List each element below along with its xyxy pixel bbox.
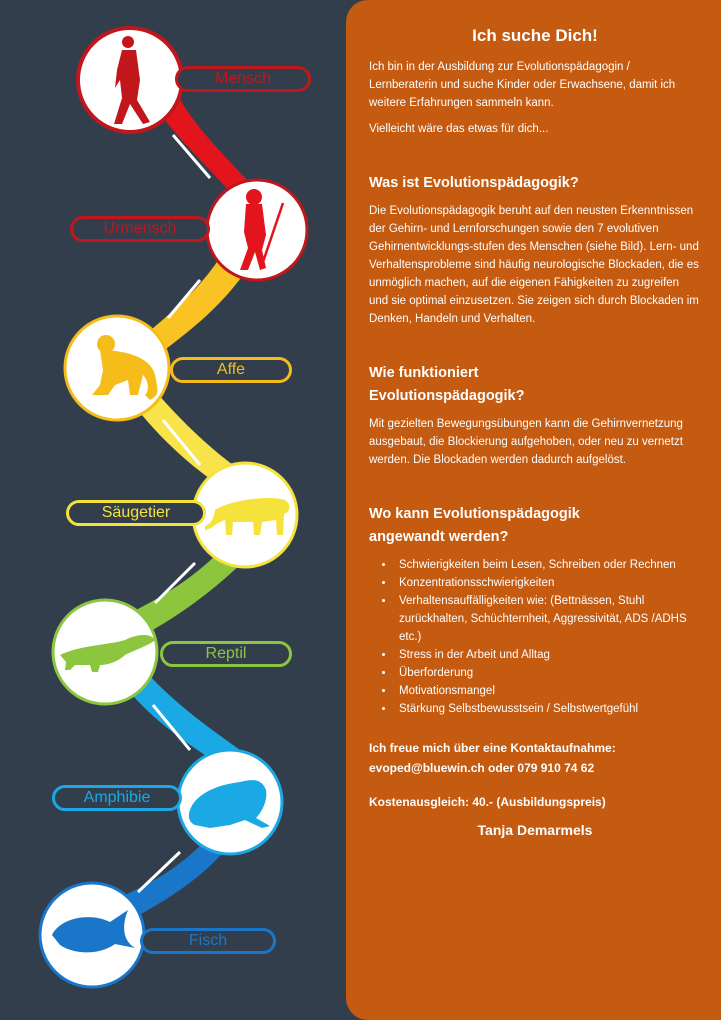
stage-circle-amphibie	[178, 750, 282, 854]
stage-label-reptil: Reptil	[160, 641, 292, 667]
cost-info: Kostenausgleich: 40.- (Ausbildungspreis)	[369, 795, 606, 809]
list-item: • Stärkung Selbstbewusstsein / Selbstwertgefühl	[395, 700, 701, 718]
section2-heading: Wie funktioniert Evolutionspädagogik?	[369, 365, 525, 404]
signature: Tanja Demarmels	[477, 822, 593, 838]
list-item: • Motivationsmangel	[395, 682, 701, 700]
list-item: • Konzentrationsschwierigkeiten	[395, 574, 701, 592]
stage-circle-mensch	[78, 28, 182, 132]
section3-heading: Wo kann Evolutionspädagogik angewandt werden?	[369, 506, 580, 545]
stage-circle-reptil	[53, 600, 157, 704]
stage-circle-saeugetier	[193, 463, 297, 567]
section2-text: Mit gezielten Bewegungsübungen kann die Gehirnvernetzung ausgebaut, die Blockierung aufgehoben, oder neu zu vernetzt werden. Die Blockaden werden dadurch aufgelöst.	[369, 418, 683, 466]
list-item: • Verhaltensauffälligkeiten wie: (Bettnässen, Stuhl zurückhalten, Schüchternheit, Aggressivität, ADS /ADHS etc.)	[395, 592, 701, 646]
stage-label-urmensch: Urmensch	[70, 216, 210, 242]
section1-heading: Was ist Evolutionspädagogik?	[369, 175, 579, 191]
panel-title: Ich suche Dich!	[472, 26, 598, 45]
contact-details[interactable]: evoped@bluewin.ch oder 079 910 74 62	[369, 761, 595, 775]
intro-text-2: Vielleicht wäre das etwas für dich...	[369, 123, 549, 135]
stage-circle-fisch	[40, 883, 144, 987]
stage-label-saeugetier: Säugetier	[66, 500, 206, 526]
stage-circle-affe	[65, 316, 169, 420]
intro-text: Ich bin in der Ausbildung zur Evolutionspädagogin / Lernberaterin und suche Kinder oder Erwachsene, damit ich weitere Erfahrungen sammeln kann.	[369, 61, 676, 109]
stage-label-mensch: Mensch	[175, 66, 311, 92]
list-item: • Stress in der Arbeit und Alltag	[395, 646, 701, 664]
stage-label-affe: Affe	[170, 357, 292, 383]
stage-label-fisch: Fisch	[140, 928, 276, 954]
application-list	[369, 556, 701, 718]
info-panel	[346, 0, 721, 1020]
list-item: • Überforderung	[395, 664, 701, 682]
contact-prompt: Ich freue mich über eine Kontaktaufnahme:	[369, 741, 616, 755]
stage-label-amphibie: Amphibie	[52, 785, 182, 811]
list-item: • Schwierigkeiten beim Lesen, Schreiben oder Rechnen	[395, 556, 701, 574]
section1-text: Die Evolutionspädagogik beruht auf den neusten Erkenntnissen der Gehirn- und Lernforschungen sowie den 7 evolutiven Gehirnentwicklungs-stufen des Menschen (siehe Bild). Lern- und Verhaltensprobleme sind häufig neurologische Blockaden, die es unmöglich machen, auf die eigenen Fähigkeiten zu zugreifen und sie optimal einzusetzen. Sie zeigen sich durch Blockaden im Denken, Handeln und Verhalten.	[369, 205, 699, 325]
stage-circle-urmensch	[207, 180, 307, 280]
evolution-infographic	[0, 0, 346, 1020]
